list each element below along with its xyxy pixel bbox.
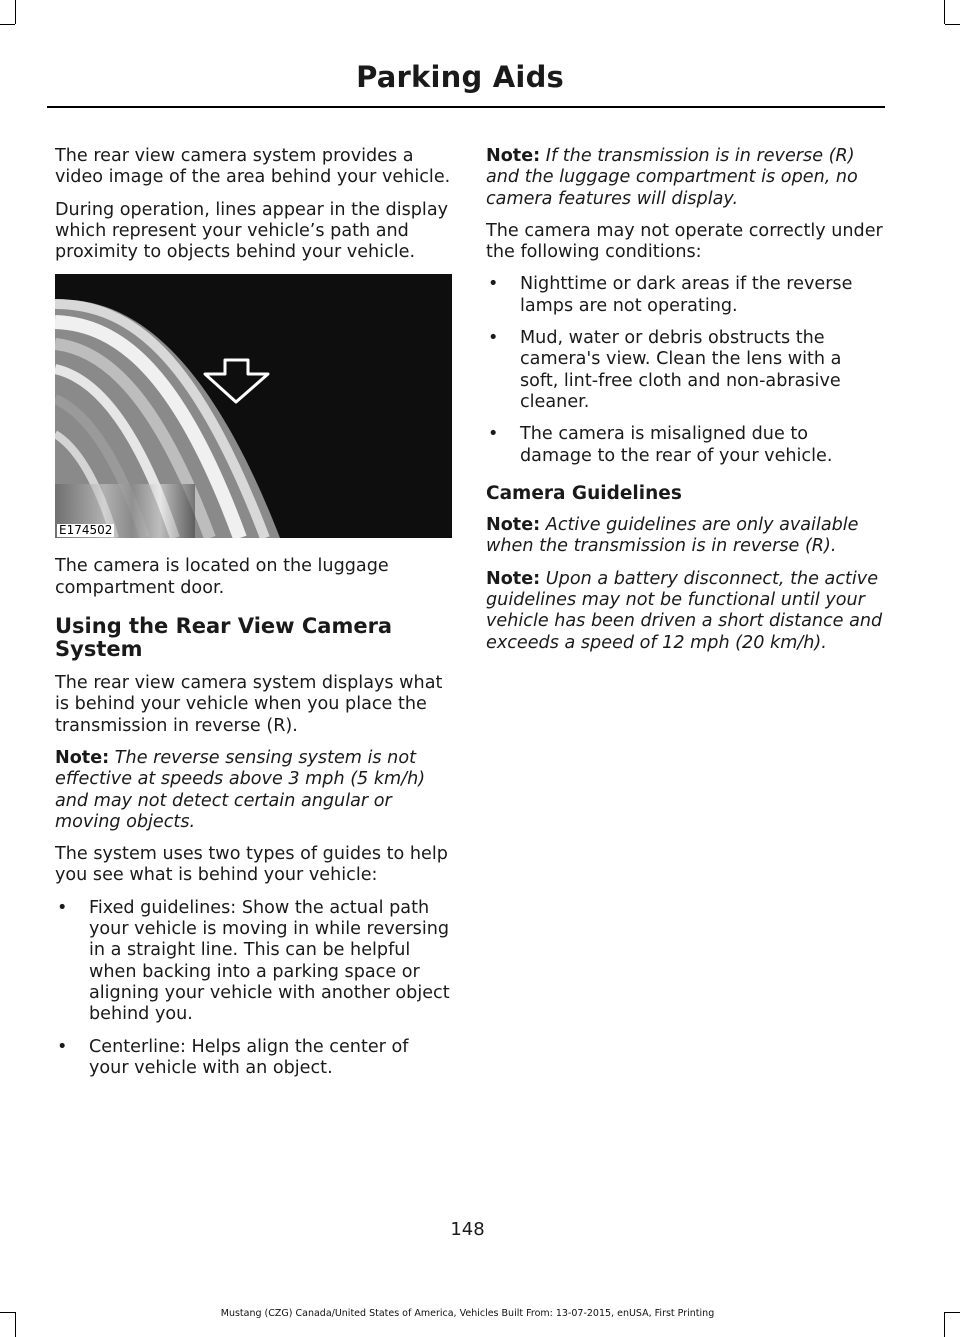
note xyxy=(55,748,453,833)
bullet: • xyxy=(488,424,499,445)
crop-mark xyxy=(945,1312,960,1313)
crop-mark xyxy=(0,24,15,25)
note-text: If the transmission is in reverse (R) and the luggage compartment is open, no camera features will display. xyxy=(486,146,858,209)
page-title: Parking Aids xyxy=(356,60,564,94)
note-text: The reverse sensing system is not effective at speeds above 3 mph (5 km/h) and may not detect certain angular or moving objects. xyxy=(55,747,426,832)
guidelines-paragraph: During operation, lines appear in the display which represent your vehicle’s path and proximity to objects behind your vehicle. xyxy=(55,199,449,263)
note-label: Note: xyxy=(486,568,541,589)
footer-text: Mustang (CZG) Canada/United States of America, Vehicles Built From: 13-07-2015, enUSA, First Printing xyxy=(220,1308,715,1319)
list-item: • Fixed guidelines: Show the actual path your vehicle is moving in while reversing in a straight line. This can be helpful when backing into a parking space or aligning your vehicle with another object behind you. xyxy=(57,897,450,1025)
section-heading: Camera Guidelines xyxy=(486,482,682,504)
note-text: Active guidelines are only available when the transmission is in reverse (R). xyxy=(486,515,859,557)
crop-mark xyxy=(945,24,960,25)
note-label: Note: xyxy=(486,146,541,166)
note-text: Upon a battery disconnect, the active guidelines may not be functional until your vehicle has been driven a short distance and exceeds a speed of 12 mph (20 km/h). xyxy=(486,568,883,653)
bullet: • xyxy=(488,328,499,349)
figure-id: E174502 xyxy=(59,523,113,538)
crop-mark xyxy=(944,0,945,24)
list-item: • Mud, water or debris obstructs the camera's view. Clean the lens with a soft, lint-free cloth and non-abrasive cleaner. xyxy=(488,328,842,412)
guides-list xyxy=(55,898,453,1079)
section-heading: Using the Rear View Camera System xyxy=(55,614,393,662)
conditions-list xyxy=(486,274,884,466)
note xyxy=(486,569,884,654)
crop-mark xyxy=(944,1312,945,1337)
list-item: • Nighttime or dark areas if the reverse lamps are not operating. xyxy=(488,274,853,316)
note xyxy=(486,146,884,210)
note-label: Note: xyxy=(486,515,541,536)
bullet: • xyxy=(57,1036,68,1057)
note-label: Note: xyxy=(55,747,110,768)
left-column xyxy=(55,146,453,1090)
list-item: • The camera is misaligned due to damage to the rear of your vehicle. xyxy=(488,424,833,466)
crop-mark xyxy=(15,0,16,24)
bullet: • xyxy=(57,897,68,918)
camera-illustration xyxy=(55,274,452,538)
down-arrow-icon xyxy=(205,360,268,402)
intro-paragraph: The rear view camera system provides a video image of the area behind your vehicle. xyxy=(55,146,451,188)
system-paragraph: The rear view camera system displays what is behind your vehicle when you place the transmission in reverse (R). xyxy=(55,673,443,736)
camera-location-paragraph: The camera is located on the luggage compartment door. xyxy=(55,556,389,598)
camera-figure xyxy=(55,274,452,538)
note xyxy=(486,515,884,558)
guides-paragraph: The system uses two types of guides to help you see what is behind your vehicle: xyxy=(55,844,448,886)
right-column xyxy=(486,146,884,665)
list-item: • Centerline: Helps align the center of your vehicle with an object. xyxy=(57,1036,409,1078)
header-divider xyxy=(47,106,885,108)
page-number: 148 xyxy=(450,1219,485,1240)
conditions-paragraph: The camera may not operate correctly under the following conditions: xyxy=(486,220,883,263)
bullet: • xyxy=(488,274,499,295)
